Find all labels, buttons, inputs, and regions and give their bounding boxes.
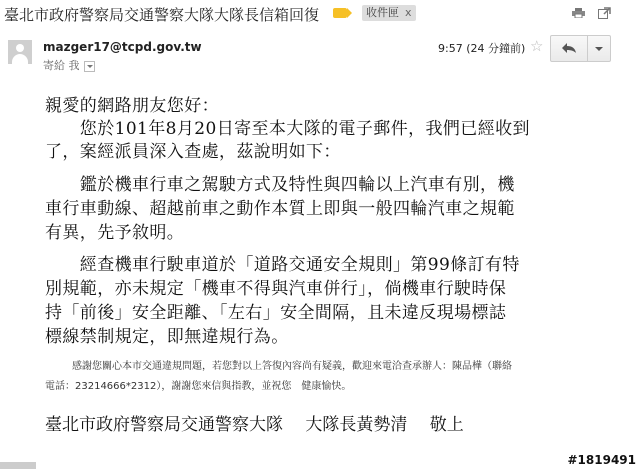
body-line: 標線禁制規定，即無違規行為。 [45,327,289,347]
body-line: 別規範，亦未規定「機車不得與汽車併行」，倘機車行駛時保 [45,279,507,299]
reply-button[interactable] [550,35,588,62]
sender-avatar [8,40,32,64]
star-icon[interactable]: ☆ [530,37,544,55]
body-line: 有異，先予敘明。 [45,223,185,243]
open-new-window-icon[interactable] [598,7,611,19]
message-divider [0,462,36,469]
more-actions-button[interactable] [587,35,611,62]
inbox-label-text: 收件匣 [366,6,399,19]
remove-label-icon[interactable]: x [405,6,412,19]
body-line: 了，案經派員深入查處，茲說明如下： [45,142,341,162]
email-subject: 臺北市政府警察局交通警察大隊大隊長信箱回復 [4,6,320,24]
body-line: 持「前後」安全距離、「左右」安全間隔，且未違反現場標誌 [45,303,507,323]
sender-email[interactable]: mazger17@tcpd.gov.tw [43,40,202,54]
watermark-id: #1819491 [567,453,636,467]
print-icon[interactable] [572,8,585,18]
label-tag-icon[interactable] [333,8,347,18]
closing-note: 電話：23214666*2312），謝謝您來信與指教，並祝您 健康愉快。 [45,381,352,392]
inbox-label-chip[interactable] [362,5,416,21]
body-line: 您於101年8月20日寄至本大隊的電子郵件，我們已經收到 [45,119,530,139]
recipient-text: 寄給 我 [43,59,80,72]
body-line: 經查機車行駛車道於「道路交通安全規則」第99條訂有特 [45,255,520,275]
chevron-down-icon [595,47,603,51]
avatar-head-shape [16,44,24,52]
avatar-body-shape [12,54,28,64]
closing-note: 感謝您關心本市交通違規問題，若您對以上答復內容尚有疑義，歡迎來電洽查承辦人：陳品樺（聯絡 [72,361,512,372]
body-line: 親愛的網路朋友您好： [45,96,219,116]
recipient-details-icon[interactable] [84,61,95,72]
message-timestamp: 9:57 (24 分鐘前) [438,42,526,55]
reply-arrow-icon [561,42,577,54]
subject-bar [0,0,640,28]
recipient-line [43,57,95,73]
body-line: 車行車動線、超越前車之動作本質上即與一般四輪汽車之規範 [45,199,515,219]
signature: 臺北市政府警察局交通警察大隊 大隊長黃勢清 敬上 [45,415,464,435]
body-line: 鑑於機車行車之駕駛方式及特性與四輪以上汽車有別，機 [45,175,515,195]
